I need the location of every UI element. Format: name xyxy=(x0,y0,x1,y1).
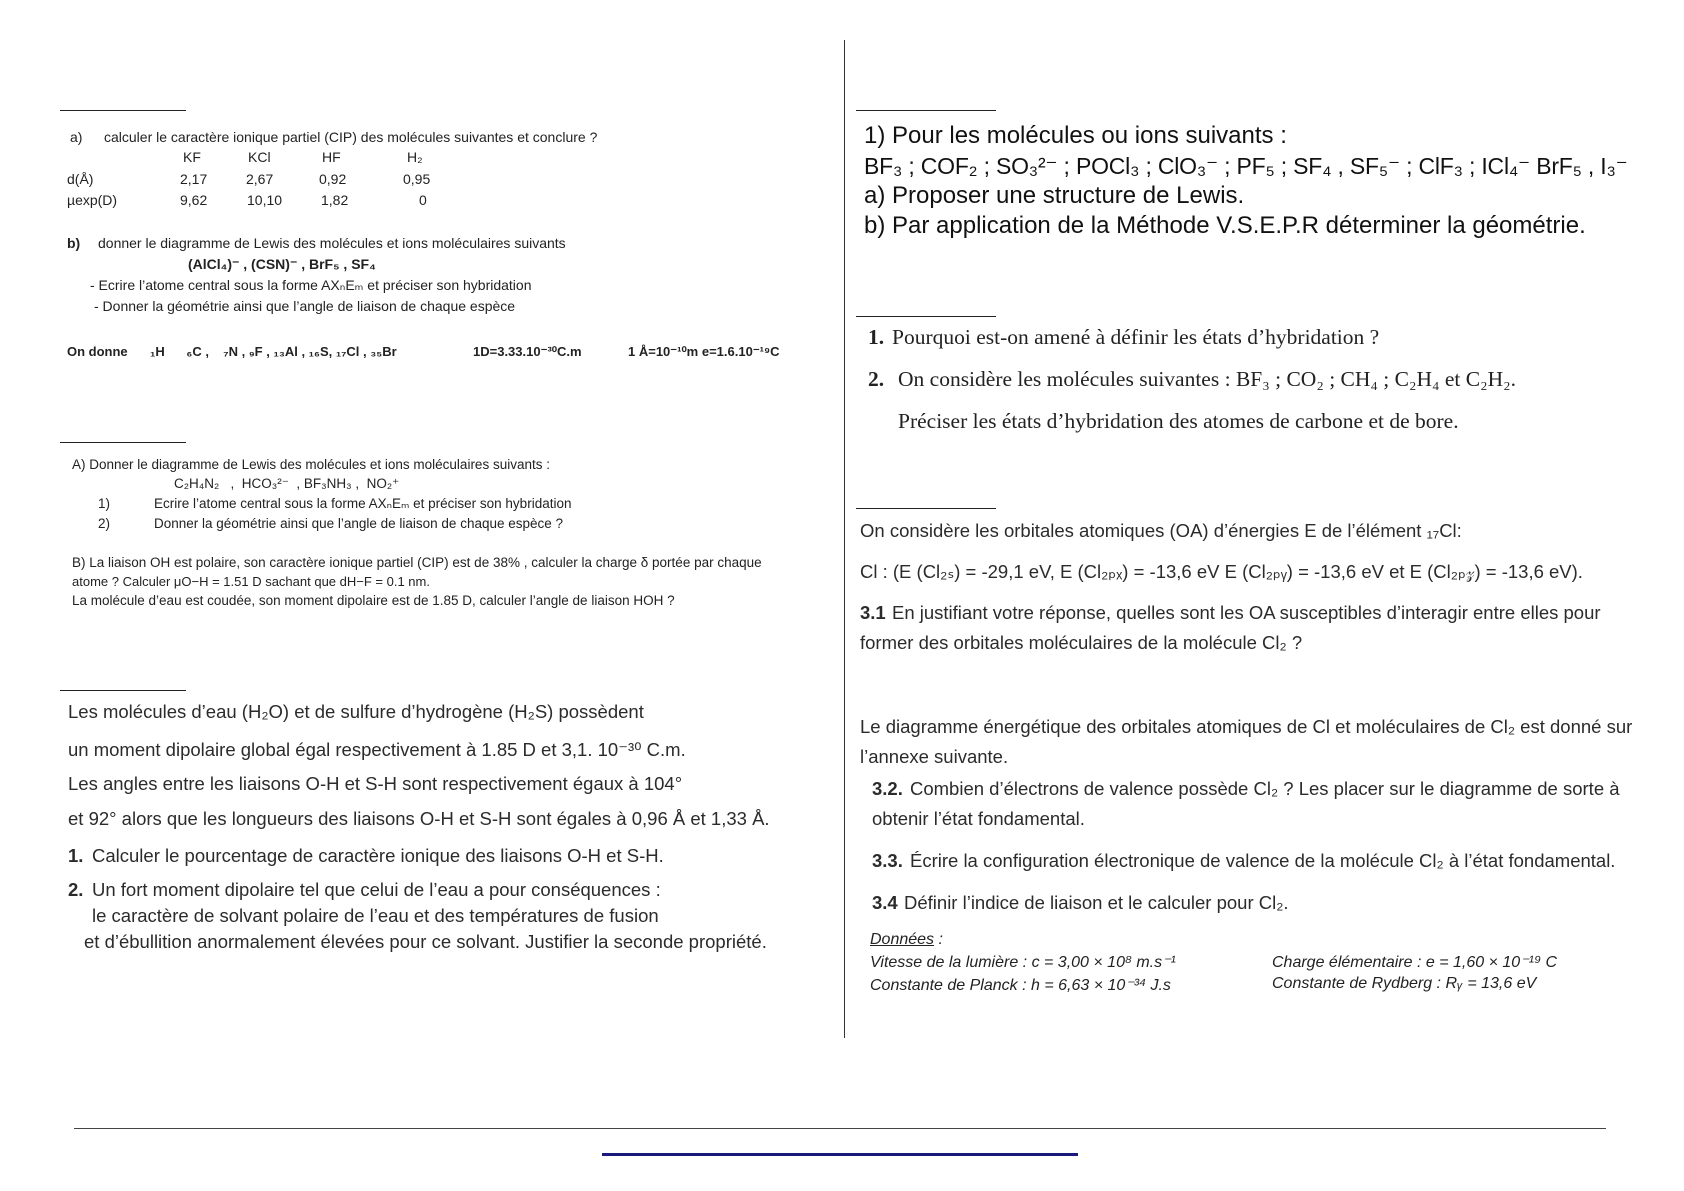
exercise-rule xyxy=(856,508,996,509)
question-text: Calculer le pourcentage de caractère ionique des liaisons O-H et S-H. xyxy=(92,845,664,866)
question-text: former des orbitales moléculaires de la molécule Cl₂ ? xyxy=(860,632,1303,653)
data-speed-of-light: Vitesse de la lumière : c = 3,00 × 10⁸ m.s⁻¹ xyxy=(870,954,1176,971)
part-B-text: B) La liaison OH est polaire, son caractère ionique partiel (CIP) est de 38% , calculer la charge δ portée par chaque xyxy=(72,555,762,570)
statement-line: Le diagramme énergétique des orbitales atomiques de Cl et moléculaires de Cl₂ est donné sur xyxy=(860,716,1633,737)
question-text: Un fort moment dipolaire tel que celui de l’eau a pour conséquences : xyxy=(92,879,661,900)
statement-line: Cl : (E (Cl₂ₛ) = -29,1 eV, E (Cl₂ₚₓ) = -13,6 eV E (Cl₂ₚᵧ) = -13,6 eV et E (Cl₂ₚ𝓏) = -13,6 eV). xyxy=(860,561,1583,582)
row-label: µexp(D) xyxy=(67,192,118,208)
table-cell: 2,17 xyxy=(180,171,208,187)
statement-line: et 92° alors que les longueurs des liaisons O-H et S-H sont égales à 0,96 Å et 1,33 Å. xyxy=(68,808,770,829)
col-header: KCl xyxy=(248,149,271,165)
exercise-rule xyxy=(60,442,186,443)
question-text: obtenir l’état fondamental. xyxy=(872,808,1085,829)
question-number: 3.3. xyxy=(872,850,903,871)
data-rydberg: Constante de Rydberg : Rᵧ = 13,6 eV xyxy=(1272,975,1537,992)
question-text: On considère les molécules suivantes : BF₃ ; CO₂ ; CH₄ ; C₂H₄ et C₂H₂. xyxy=(898,367,1516,391)
data-heading-colon: : xyxy=(934,931,943,948)
item-number: 2) xyxy=(98,516,111,531)
col-header: HF xyxy=(322,149,341,165)
question-number: 1. xyxy=(68,845,84,866)
question-text: Préciser les états d’hybridation des atomes de carbone et de bore. xyxy=(898,409,1459,433)
question-text: En justifiant votre réponse, quelles sont les OA susceptibles d’interagir entre elles pour xyxy=(892,602,1601,623)
part-a-text: calculer le caractère ionique partiel (CIP) des molécules suivantes et conclure ? xyxy=(104,129,598,145)
given-debye: 1D=3.33.10⁻³⁰C.m xyxy=(473,344,582,359)
part-b-species: (AlCl₄)⁻ , (CSN)⁻ , BrF₅ , SF₄ xyxy=(188,256,376,272)
data-charge: Charge élémentaire : e = 1,60 × 10⁻¹⁹ C xyxy=(1272,954,1558,971)
question-number: 3.4 xyxy=(872,892,898,913)
question-number: 3.2. xyxy=(872,778,903,799)
table-cell: 1,82 xyxy=(321,192,349,208)
table-cell: 2,67 xyxy=(246,171,274,187)
part-b-instruction: - Ecrire l’atome central sous la forme AXₙEₘ et préciser son hybridation xyxy=(90,277,532,293)
part-b-label: b) xyxy=(67,235,81,251)
given-constants: 1 Å=10⁻¹⁰m e=1.6.10⁻¹⁹C xyxy=(628,344,780,359)
item-number: 1) xyxy=(98,496,111,511)
part-B-text: La molécule d’eau est coudée, son moment dipolaire est de 1.85 D, calculer l’angle de liaison HOH ? xyxy=(72,593,675,608)
given-label: On donne xyxy=(67,344,128,359)
statement-line: On considère les orbitales atomiques (OA) d’énergies E de l’élément ₁₇Cl: xyxy=(860,520,1462,541)
question-number: 2. xyxy=(868,367,885,391)
table-cell: 10,10 xyxy=(247,192,283,208)
question-number: 2. xyxy=(68,879,84,900)
column-divider xyxy=(844,40,845,1038)
part-b-instruction: - Donner la géométrie ainsi que l’angle de liaison de chaque espèce xyxy=(94,298,516,314)
question-text: Pourquoi est-on amené à définir les états d’hybridation ? xyxy=(892,325,1380,349)
statement-line: Les angles entre les liaisons O-H et S-H sont respectivement égaux à 104° xyxy=(68,773,683,794)
table-cell: 0,92 xyxy=(319,171,347,187)
question-text: Combien d’électrons de valence possède Cl₂ ? Les placer sur le diagramme de sorte à xyxy=(910,778,1620,799)
species-list: BF₃ ; COF₂ ; SO₃²⁻ ; POCl₃ ; ClO₃⁻ ; PF₅ ; SF₄ , SF₅⁻ ; ClF₃ ; ICl₄⁻ BrF₅ , I₃⁻ xyxy=(864,153,1628,179)
exercise-rule xyxy=(60,690,186,691)
question-text: Écrire la configuration électronique de valence de la molécule Cl₂ à l’état fondamental. xyxy=(910,850,1616,871)
col-header: KF xyxy=(183,149,201,165)
part-a-label: a) xyxy=(70,129,83,145)
col-header: H₂ xyxy=(407,149,423,165)
footer-line xyxy=(74,1128,1606,1129)
table-cell: 0 xyxy=(419,192,427,208)
statement-line: Les molécules d’eau (H₂O) et de sulfure d’hydrogène (H₂S) possèdent xyxy=(68,701,644,722)
data-planck: Constante de Planck : h = 6,63 × 10⁻³⁴ J.s xyxy=(870,977,1171,994)
exercise-rule xyxy=(856,316,996,317)
part-B-text: atome ? Calculer μO−H = 1.51 D sachant que dH−F = 0.1 nm. xyxy=(72,574,430,589)
question-number: 1. xyxy=(868,325,885,349)
data-heading-label: Données xyxy=(870,931,935,948)
question-line: a) Proposer une structure de Lewis. xyxy=(864,182,1245,209)
statement-line: l’annexe suivante. xyxy=(860,746,1009,767)
part-A-text: A) Donner le diagramme de Lewis des molécules et ions moléculaires suivants : xyxy=(72,457,550,472)
question-text: le caractère de solvant polaire de l’eau et des températures de fusion xyxy=(92,905,659,926)
row-label: d(Å) xyxy=(67,171,94,187)
question-line: b) Par application de la Méthode V.S.E.P.R déterminer la géométrie. xyxy=(864,212,1586,239)
table-cell: 9,62 xyxy=(180,192,208,208)
question-number: 3.1 xyxy=(860,602,886,623)
question-text: et d’ébullition anormalement élevées pour ce solvant. Justifier la seconde propriété. xyxy=(84,931,767,952)
item-text: Donner la géométrie ainsi que l’angle de liaison de chaque espèce ? xyxy=(154,516,564,531)
part-b-text: donner le diagramme de Lewis des molécules et ions moléculaires suivants xyxy=(98,235,566,251)
exercise-rule xyxy=(856,110,996,111)
table-cell: 0,95 xyxy=(403,171,431,187)
exercise-rule xyxy=(60,110,186,111)
given-elements: ₁H ₆C , ₇N , ₉F , ₁₃Al , ₁₆S, ₁₇Cl , ₃₅Br xyxy=(150,344,397,359)
statement-line: un moment dipolaire global égal respectivement à 1.85 D et 3,1. 10⁻³⁰ C.m. xyxy=(68,739,686,760)
question-text: Définir l’indice de liaison et le calculer pour Cl₂. xyxy=(904,892,1289,913)
item-text: Ecrire l’atome central sous la forme AXₙEₘ et préciser son hybridation xyxy=(154,496,572,511)
footer-link-underline xyxy=(602,1153,1078,1156)
statement-line: 1) Pour les molécules ou ions suivants : xyxy=(864,122,1287,149)
data-heading xyxy=(870,931,943,949)
part-A-species: C₂H₄N₂ , HCO₃²⁻ , BF₃NH₃ , NO₂⁺ xyxy=(174,476,400,491)
